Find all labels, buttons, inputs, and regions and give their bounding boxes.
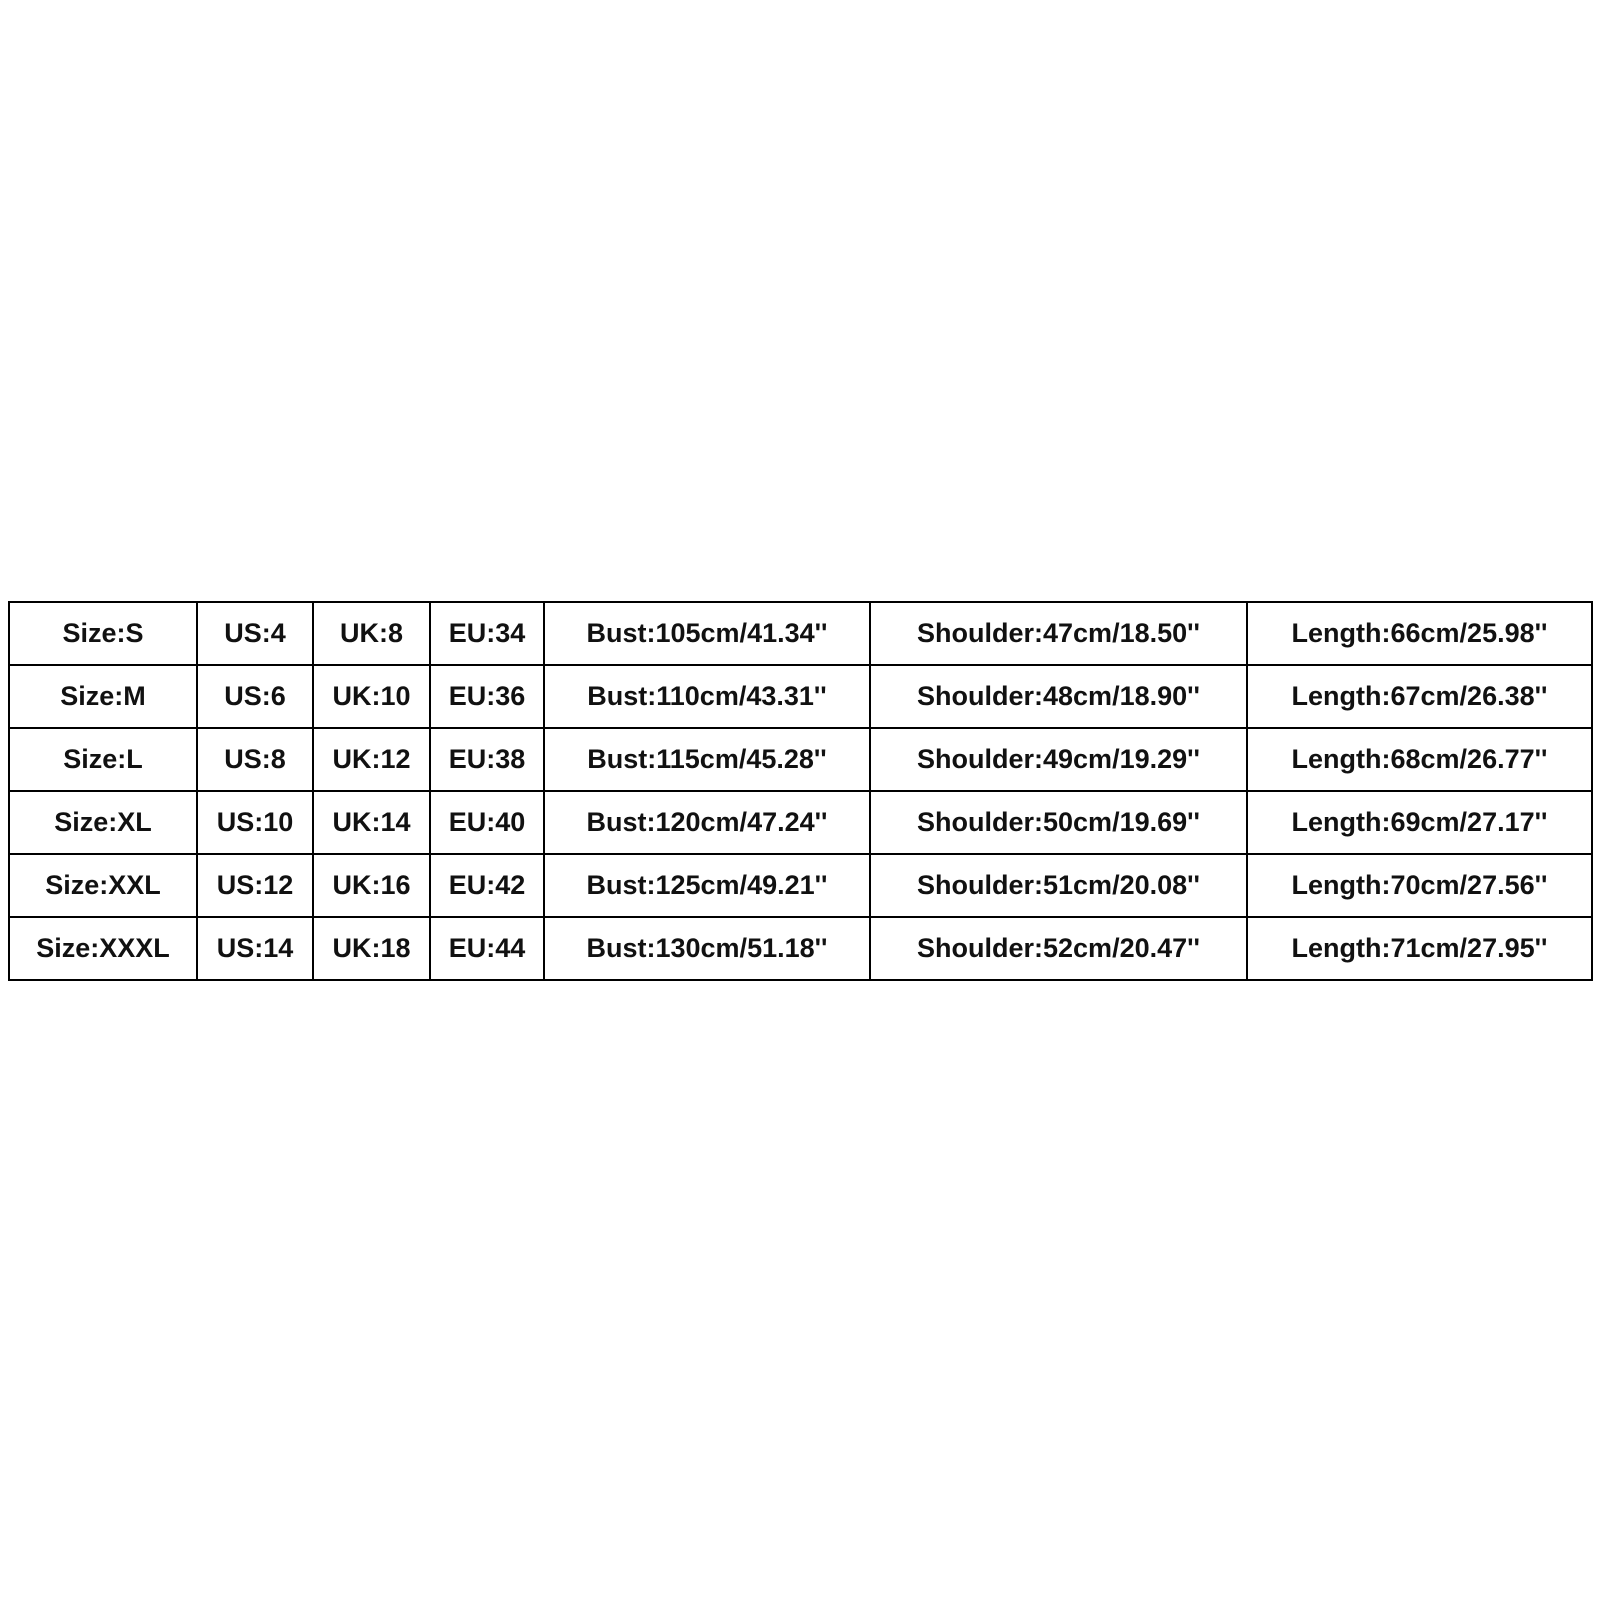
table-row	[9, 602, 1592, 665]
uk-size-cell: UK:14	[313, 791, 430, 854]
length-cell: Length:66cm/25.98''	[1247, 602, 1592, 665]
table-row	[9, 791, 1592, 854]
size-cell: Size:XL	[9, 791, 197, 854]
eu-size-cell: EU:40	[430, 791, 544, 854]
eu-size-cell: EU:34	[430, 602, 544, 665]
shoulder-cell: Shoulder:47cm/18.50''	[870, 602, 1247, 665]
us-size-cell: US:10	[197, 791, 313, 854]
eu-size-cell: EU:42	[430, 854, 544, 917]
uk-size-cell: UK:10	[313, 665, 430, 728]
table-row	[9, 917, 1592, 980]
bust-cell: Bust:115cm/45.28''	[544, 728, 870, 791]
eu-size-cell: EU:36	[430, 665, 544, 728]
length-cell: Length:68cm/26.77''	[1247, 728, 1592, 791]
uk-size-cell: UK:18	[313, 917, 430, 980]
length-cell: Length:69cm/27.17''	[1247, 791, 1592, 854]
shoulder-cell: Shoulder:52cm/20.47''	[870, 917, 1247, 980]
length-cell: Length:71cm/27.95''	[1247, 917, 1592, 980]
table-row	[9, 854, 1592, 917]
size-cell: Size:S	[9, 602, 197, 665]
us-size-cell: US:8	[197, 728, 313, 791]
bust-cell: Bust:110cm/43.31''	[544, 665, 870, 728]
length-cell: Length:70cm/27.56''	[1247, 854, 1592, 917]
us-size-cell: US:6	[197, 665, 313, 728]
us-size-cell: US:4	[197, 602, 313, 665]
us-size-cell: US:14	[197, 917, 313, 980]
uk-size-cell: UK:8	[313, 602, 430, 665]
shoulder-cell: Shoulder:50cm/19.69''	[870, 791, 1247, 854]
length-cell: Length:67cm/26.38''	[1247, 665, 1592, 728]
bust-cell: Bust:105cm/41.34''	[544, 602, 870, 665]
bust-cell: Bust:120cm/47.24''	[544, 791, 870, 854]
size-cell: Size:L	[9, 728, 197, 791]
shoulder-cell: Shoulder:51cm/20.08''	[870, 854, 1247, 917]
bust-cell: Bust:130cm/51.18''	[544, 917, 870, 980]
size-cell: Size:M	[9, 665, 197, 728]
uk-size-cell: UK:16	[313, 854, 430, 917]
shoulder-cell: Shoulder:49cm/19.29''	[870, 728, 1247, 791]
table-row	[9, 665, 1592, 728]
size-cell: Size:XXL	[9, 854, 197, 917]
eu-size-cell: EU:38	[430, 728, 544, 791]
size-cell: Size:XXXL	[9, 917, 197, 980]
us-size-cell: US:12	[197, 854, 313, 917]
eu-size-cell: EU:44	[430, 917, 544, 980]
uk-size-cell: UK:12	[313, 728, 430, 791]
table-row	[9, 728, 1592, 791]
shoulder-cell: Shoulder:48cm/18.90''	[870, 665, 1247, 728]
size-chart-table	[8, 601, 1593, 981]
bust-cell: Bust:125cm/49.21''	[544, 854, 870, 917]
